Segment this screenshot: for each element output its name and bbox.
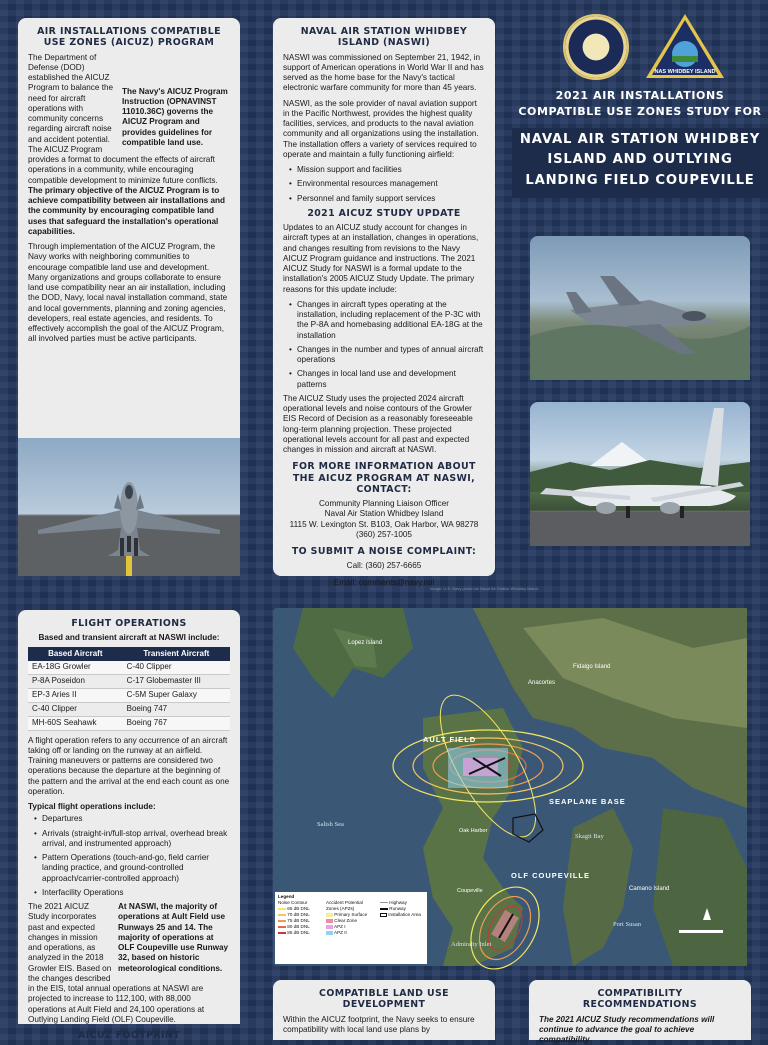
- contact-line: Naval Air Station Whidbey Island: [324, 509, 444, 519]
- aircraft-table: [28, 647, 230, 731]
- map-label-lopez: Lopez Island: [348, 640, 383, 646]
- list-item: • Personnel and family support services: [289, 194, 485, 204]
- scale-bar: [679, 930, 723, 933]
- highway-swatch: [380, 902, 388, 903]
- map-label-skagit-bay: Skagit Bay: [575, 833, 604, 840]
- table-row: [28, 661, 230, 675]
- study-projection-text: The AICUZ Study uses the projected 2024 aircraft operational levels and noise contours of the Growler EIS Record of Decision as a reasonably foreseeable long-term planning projection. These projected operational levels account for all past and expected changes in mission and aircraft at NASWI.: [283, 393, 473, 455]
- legend-label: Highway: [389, 899, 407, 905]
- list-item: • Departures: [34, 814, 230, 824]
- installation-swatch: [380, 913, 387, 917]
- study-title-line-1: 2021 AIR INSTALLATIONS: [555, 89, 725, 102]
- legend-label: Primary Surface: [334, 911, 368, 917]
- naswi-services-text: NASWI, as the sole provider of naval aviation support in the Pacific Northwest, provides the highest quality facilities, services, and products to the naval aviation community and all organizations using the installation. The installation offers a variety of services required to operate and maintain a fully functioning airfield:: [283, 98, 479, 159]
- legend-title: Legend: [278, 894, 295, 899]
- typical-operations-list: [34, 814, 230, 898]
- study-title: [512, 88, 768, 120]
- legend-apz-title: Accident Potential Zones (APZs): [326, 899, 363, 911]
- legend-label: 75 dB DNL: [287, 917, 310, 923]
- photo-credit: Image: U.S. Navy photo via Naval Air Station Whidbey Island: [430, 586, 538, 591]
- compatibility-recommendations-title: COMPATIBILITY RECOMMENDATIONS: [582, 988, 698, 1011]
- column-header: Transient Aircraft: [123, 647, 230, 661]
- table-cell: MH-60S Seahawk: [28, 716, 123, 730]
- table-cell: C-5M Super Galaxy: [123, 688, 230, 702]
- legend-label: 65 dB DNL: [287, 905, 310, 911]
- list-item: • Changes in local land use and development patterns: [289, 369, 485, 390]
- map-legend: [275, 892, 427, 964]
- table-cell: Boeing 747: [123, 702, 230, 716]
- aircraft-table-caption: Based and transient aircraft at NASWI include:: [38, 633, 220, 643]
- table-row: [28, 702, 230, 716]
- contact-block: [283, 499, 485, 540]
- contact-title: FOR MORE INFORMATION ABOUT THE AICUZ PROGRAM AT NASWI, CONTACT:: [292, 461, 476, 495]
- flight-operation-definition: A flight operation refers to any occurrence of an aircraft taking off or landing on the runway at an airfield. Training maneuvers or patterns are considered two operations because the departure at the beginning of the pattern and the arrival at the end each count as one operation.: [28, 735, 230, 796]
- contact-line: Community Planning Liaison Officer: [318, 499, 449, 509]
- typical-operations-title: Typical flight operations include:: [28, 802, 156, 812]
- noise-complaint-phone[interactable]: Call: (360) 257-6665: [346, 561, 422, 571]
- compatible-land-use-title: COMPATIBLE LAND USE DEVELOPMENT: [319, 988, 449, 1011]
- contour-65-swatch: [278, 908, 286, 910]
- growler-jet-photo: [530, 236, 750, 380]
- apz-2-swatch: [326, 931, 333, 935]
- aicuz-footprint-map: [273, 608, 747, 966]
- study-update-title: 2021 AICUZ STUDY UPDATE: [307, 207, 461, 219]
- legend-label: APZ I: [334, 923, 346, 929]
- runway-swatch: [380, 908, 388, 910]
- study-update-text: Updates to an AICUZ study account for changes in aircraft types at an installation, changes in operations, and changes resulting from revisions to the Navy AICUZ Program guidance and instructions. The 2021 AICUZ Study for NASWI is a formal update to the installation's 2005 AICUZ Study Update. The primary reasons for this update include:: [283, 223, 479, 294]
- naswi-title: NAVAL AIR STATION WHIDBEY ISLAND (NASWI): [300, 26, 468, 49]
- contact-phone[interactable]: (360) 257-1005: [356, 529, 412, 539]
- installation-title-line-3: LANDING FIELD COUPEVILLE: [525, 172, 755, 188]
- study-title-line-2: COMPATIBLE USE ZONES STUDY FOR: [518, 104, 762, 118]
- table-cell: EA-18G Growler: [28, 661, 123, 675]
- aicuz-footprint-title: AICUZ FOOTPRINT: [78, 1030, 180, 1042]
- installation-title-line-1: NAVAL AIR STATION WHIDBEY: [519, 132, 761, 147]
- map-label-salish-sea: Salish Sea: [317, 821, 344, 828]
- contour-75-swatch: [278, 920, 286, 922]
- list-item: • Changes in aircraft types operating at the installation, including replacement of the P-3C with the P-8A and homebasing additional EA-18G at the installation: [289, 300, 485, 341]
- contour-80-swatch: [278, 926, 286, 928]
- map-label-port-susan: Port Susan: [613, 921, 641, 928]
- table-row: [28, 716, 230, 730]
- naswi-history-text: NASWI was commissioned on September 21, 1942, in support of American operations in World War II and has served as the home base for the Navy's tactical electronic warfare community for more than 45 years.: [283, 52, 484, 93]
- legend-item: [278, 930, 322, 936]
- apz-primary-swatch: [326, 913, 333, 917]
- legend-apz-column: [326, 900, 376, 936]
- legend-label: Clear Zone: [334, 917, 358, 923]
- compatibility-recommendations-text: The 2021 AICUZ Study recommendations will continue to advance the goal to achieve compatibility: [539, 1014, 715, 1045]
- map-label-coupeville: Coupeville: [457, 888, 483, 894]
- table-cell: C-40 Clipper: [28, 702, 123, 716]
- map-label-seaplane-base: SEAPLANE BASE: [549, 797, 626, 806]
- compatible-land-use-text: Within the AICUZ footprint, the Navy seeks to ensure compatibility with local land use plans by: [283, 1014, 475, 1034]
- legend-other-column: [380, 900, 424, 936]
- list-item: • Interfacility Operations: [34, 888, 230, 898]
- installation-title-banner: [512, 128, 768, 198]
- runway-callout: At NASWI, the majority of operations at Ault Field use Runways 25 and 14. The majority of operations at OLF Coupeville use Runway 32, based on historic meteorological conditions.: [118, 902, 229, 973]
- map-label-oak-harbor: Oak Harbor: [459, 828, 488, 834]
- nas-whidbey-logo: [644, 12, 726, 82]
- opnavinst-callout: The Navy's AICUZ Program Instruction (OPNAVINST 11010.36C) governs the AICUZ Program and provides guidelines for compatible land use.: [122, 86, 228, 147]
- flight-operations-panel: [18, 610, 240, 1042]
- legend-item: [326, 930, 376, 936]
- legend-label: APZ II: [334, 929, 347, 935]
- apz-1-swatch: [326, 925, 333, 929]
- map-label-fidalgo: Fidalgo Island: [573, 664, 611, 670]
- p8-poseidon-photo: [530, 402, 750, 546]
- naswi-panel: [273, 18, 495, 587]
- projected-operations-text: The 2021 AICUZ Study incorporates past and expected changes in mission and operations, as analyzed in the 2018 Growler EIS. Based on the changes described in the EIS, total annual operations at NASWI are projected to increase to 112,100, with 88,000 operations at Ault Field and 24,100 operations at Outlying Landing Field (OLF) Coupeville.: [28, 902, 205, 1024]
- contact-line: 1115 W. Lexington St. B103, Oak Harbor, WA 98278: [289, 519, 479, 529]
- aicuz-intro-b: effects of aircraft operations in a community, while encouraging compatible development to minimize future conflicts.: [28, 155, 218, 185]
- flight-operations-title: FLIGHT OPERATIONS: [71, 618, 187, 629]
- aicuz-objective: The primary objective of the AICUZ Program is to achieve compatibility between air installations and the community by encouraging compatible land uses that safeguard the installation's operational capabilities.: [28, 185, 226, 236]
- aicuz-implementation-text: Through implementation of the AICUZ Program, the Navy works with neighboring communities to encourage compatible land use and development. Many organizations and groups collaborate to ensure land use compatibility near an air installation, including the DOD, Navy, local naval installation command, state and local governments, planning and zoning agencies, developers, real estate agencies, and residents. To effectively accomplish the goal of the AICUZ Program, all involved parties must be active participants.: [28, 242, 228, 344]
- table-cell: Boeing 767: [123, 716, 230, 730]
- contour-70-swatch: [278, 914, 286, 916]
- table-row: [28, 688, 230, 702]
- navy-seal-logo: [563, 14, 629, 80]
- map-label-camano: Camano Island: [629, 886, 670, 892]
- table-cell: C-17 Globemaster III: [123, 674, 230, 688]
- apz-clear-swatch: [326, 919, 333, 923]
- list-item: • Mission support and facilities: [289, 165, 485, 175]
- aicuz-intro-a: The Department of Defense (DOD) established the AICUZ Program to balance the need for aircraft operations with community concerns regarding aircraft noise and accident potential. The AICUZ Program provides a format to document the: [28, 52, 153, 165]
- table-cell: EP-3 Aries II: [28, 688, 123, 702]
- list-item: • Arrivals (straight-in/full-stop arrival, overhead break arrival, and instrumented approach): [34, 829, 230, 850]
- list-item: • Pattern Operations (touch-and-go, field carrier landing practice, and ground-controlled approach/carrier-controlled approach): [34, 853, 230, 884]
- legend-noise-title: Noise Contour: [278, 899, 308, 905]
- installation-title-line-2: ISLAND AND OUTLYING: [547, 152, 733, 168]
- aicuz-program-title: AIR INSTALLATIONS COMPATIBLE USE ZONES (AICUZ) PROGRAM: [37, 26, 221, 49]
- table-row: [28, 674, 230, 688]
- column-header: Based Aircraft: [28, 647, 123, 661]
- hornet-jet-photo: [18, 438, 240, 576]
- map-label-ault-field: AULT FIELD: [423, 735, 477, 744]
- compatible-land-use-panel: [273, 980, 495, 1040]
- map-label-admiralty-inlet: Admiralty Inlet: [451, 941, 492, 948]
- legend-label: 85 dB DNL: [287, 929, 310, 935]
- legend-label: Installation Area: [388, 911, 421, 917]
- noise-complaint-email[interactable]: Email: comments@navy.mil: [333, 577, 435, 587]
- map-label-olf-coupeville: OLF COUPEVILLE: [511, 871, 591, 880]
- map-label-anacortes: Anacortes: [528, 680, 556, 686]
- naswi-services-list: [289, 165, 485, 204]
- table-cell: C-40 Clipper: [123, 661, 230, 675]
- legend-label: 70 dB DNL: [287, 911, 310, 917]
- noise-complaint-title: TO SUBMIT A NOISE COMPLAINT:: [291, 546, 477, 558]
- contour-85-swatch: [278, 932, 286, 934]
- nas-whidbey-logo-label: NAS WHIDBEY ISLAND: [654, 69, 716, 75]
- update-reasons-list: [289, 300, 485, 390]
- list-item: • Environmental resources management: [289, 179, 485, 189]
- legend-noise-column: [278, 900, 322, 936]
- list-item: • Changes in the number and types of annual aircraft operations: [289, 345, 485, 366]
- legend-label: 80 dB DNL: [287, 923, 310, 929]
- legend-item: [380, 912, 424, 918]
- table-cell: P-8A Poseidon: [28, 674, 123, 688]
- legend-label: Runway: [389, 905, 406, 911]
- compatibility-recommendations-panel: [529, 980, 751, 1045]
